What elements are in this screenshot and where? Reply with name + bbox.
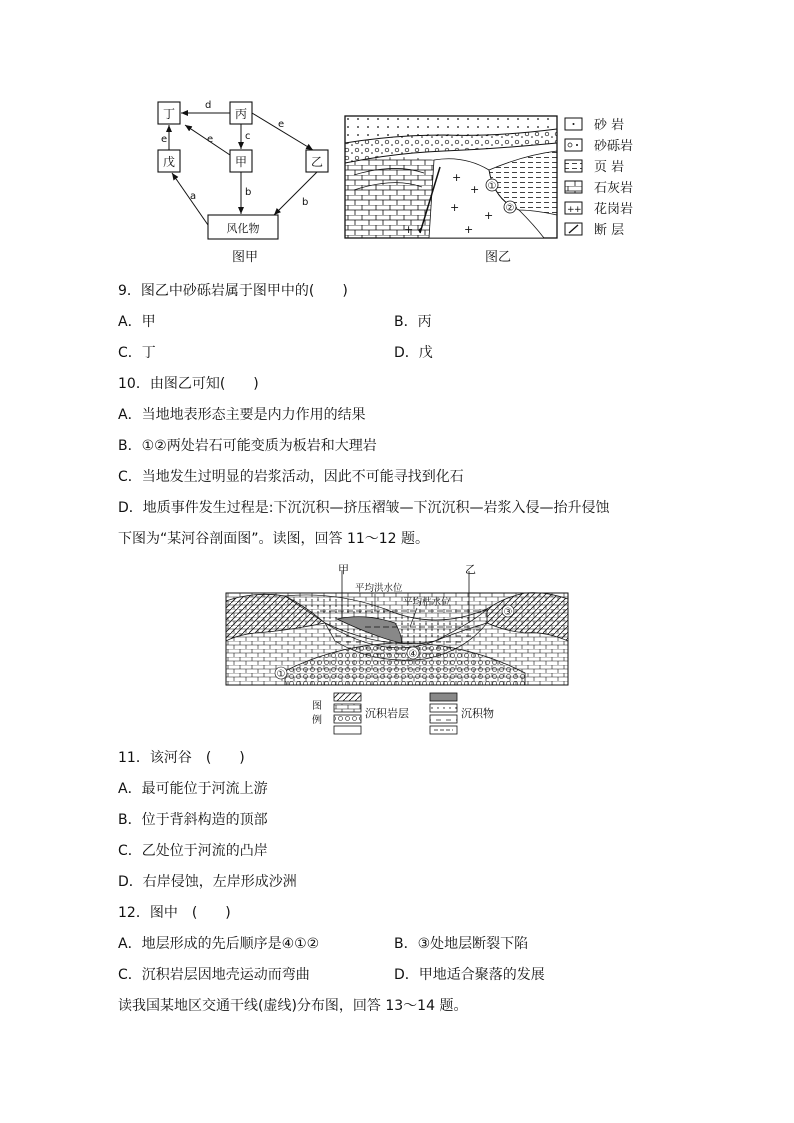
svg-text:+: +: [567, 205, 575, 215]
svg-text:乙: 乙: [310, 155, 324, 169]
q9-option-d: D．戊: [394, 345, 433, 361]
svg-text:b: b: [245, 187, 252, 198]
svg-text:乙: 乙: [465, 563, 476, 576]
q10-option-d: D．地质事件发生过程是:下沉沉积—挤压褶皱—下沉沉积—岩浆入侵—抬升侵蚀: [118, 500, 610, 516]
svg-text:+: +: [484, 209, 494, 222]
svg-text:沉积物: 沉积物: [461, 707, 494, 720]
svg-text:+: +: [464, 223, 474, 236]
svg-text:①: ①: [276, 669, 286, 680]
q11-option-b: B．位于背斜构造的顶部: [118, 812, 268, 828]
svg-text:④: ④: [408, 649, 418, 660]
q11-option-c: C．乙处位于河流的凸岸: [118, 843, 268, 859]
q12-stem: 12．图中 ( ): [118, 905, 231, 921]
legend-title-1: 图: [312, 701, 322, 712]
legend-granite: 花岗岩: [594, 202, 634, 217]
svg-text:甲: 甲: [338, 563, 349, 576]
q10-stem: 10．由图乙可知( ): [118, 376, 259, 392]
fig-yi-caption: 图乙: [485, 250, 512, 265]
svg-text:平均洪水位: 平均洪水位: [355, 583, 403, 594]
geologic-section: [344, 115, 558, 240]
q11-option-a: A．最可能位于河流上游: [118, 781, 268, 797]
intro-11-12: 下图为“某河谷剖面图”。读图，回答 11～12 题。: [118, 531, 430, 547]
svg-text:e: e: [278, 119, 285, 130]
q11-stem: 11．该河谷 ( ): [118, 750, 245, 766]
svg-text:+: +: [470, 183, 480, 196]
legend-fault: 断 层: [594, 223, 625, 238]
svg-text:甲: 甲: [234, 155, 248, 169]
q9-option-c: C．丁: [118, 345, 156, 361]
q12-option-c: C．沉积岩层因地壳运动而弯曲: [118, 967, 310, 983]
svg-text:+: +: [452, 171, 462, 184]
fig-yi-legend-swatches: [564, 116, 584, 240]
svg-text:c: c: [245, 131, 251, 142]
legend-shale: 页 岩: [594, 160, 625, 175]
legend-title-2: 例: [312, 715, 322, 726]
svg-text:d: d: [205, 100, 212, 111]
svg-text:+: +: [450, 201, 460, 214]
q9-option-a: A．甲: [118, 314, 156, 330]
legend-sandstone: 砂 岩: [594, 118, 625, 133]
svg-text:风化物: 风化物: [226, 222, 260, 235]
q11-option-d: D．右岸侵蚀，左岸形成沙洲: [118, 874, 297, 890]
q12-option-a: A．地层形成的先后顺序是④①②: [118, 936, 320, 952]
q12-option-b: B．③处地层断裂下陷: [394, 936, 529, 952]
legend-limestone: 石灰岩: [594, 181, 634, 196]
edge-b-yi: [274, 172, 317, 215]
q10-option-a: A．当地地表形态主要是内力作用的结果: [118, 407, 366, 423]
svg-text:+: +: [574, 205, 582, 215]
q10-option-b: B．①②两处岩石可能变质为板岩和大理岩: [118, 438, 377, 454]
svg-text:b: b: [302, 197, 309, 208]
svg-text:沉积岩层: 沉积岩层: [365, 707, 409, 720]
svg-text:③: ③: [503, 607, 513, 618]
rock-cycle-diagram: [150, 95, 340, 270]
q10-option-c: C．当地发生过明显的岩浆活动，因此不可能寻找到化石: [118, 469, 464, 485]
svg-text:e: e: [207, 134, 214, 145]
q9-stem: 9．图乙中砂砾岩属于图甲中的( ): [118, 283, 348, 299]
svg-text:e: e: [161, 134, 168, 145]
river-valley-profile: [225, 561, 571, 736]
q9-option-b: B．丙: [394, 314, 432, 330]
svg-text:①: ①: [487, 181, 497, 192]
fig-jia-caption: 图甲: [232, 250, 259, 265]
svg-text:丙: 丙: [234, 107, 248, 121]
svg-text:戊: 戊: [162, 155, 176, 169]
q12-option-d: D．甲地适合聚落的发展: [394, 967, 545, 983]
svg-text:丁: 丁: [162, 107, 176, 121]
svg-text:②: ②: [505, 203, 515, 214]
svg-text:平均枯水位: 平均枯水位: [403, 597, 451, 608]
svg-text:a: a: [190, 191, 197, 202]
svg-text:+: +: [404, 223, 414, 236]
intro-13-14: 读我国某地区交通干线(虚线)分布图，回答 13～14 题。: [118, 998, 468, 1014]
legend-conglomerate: 砂砾岩: [594, 139, 634, 154]
